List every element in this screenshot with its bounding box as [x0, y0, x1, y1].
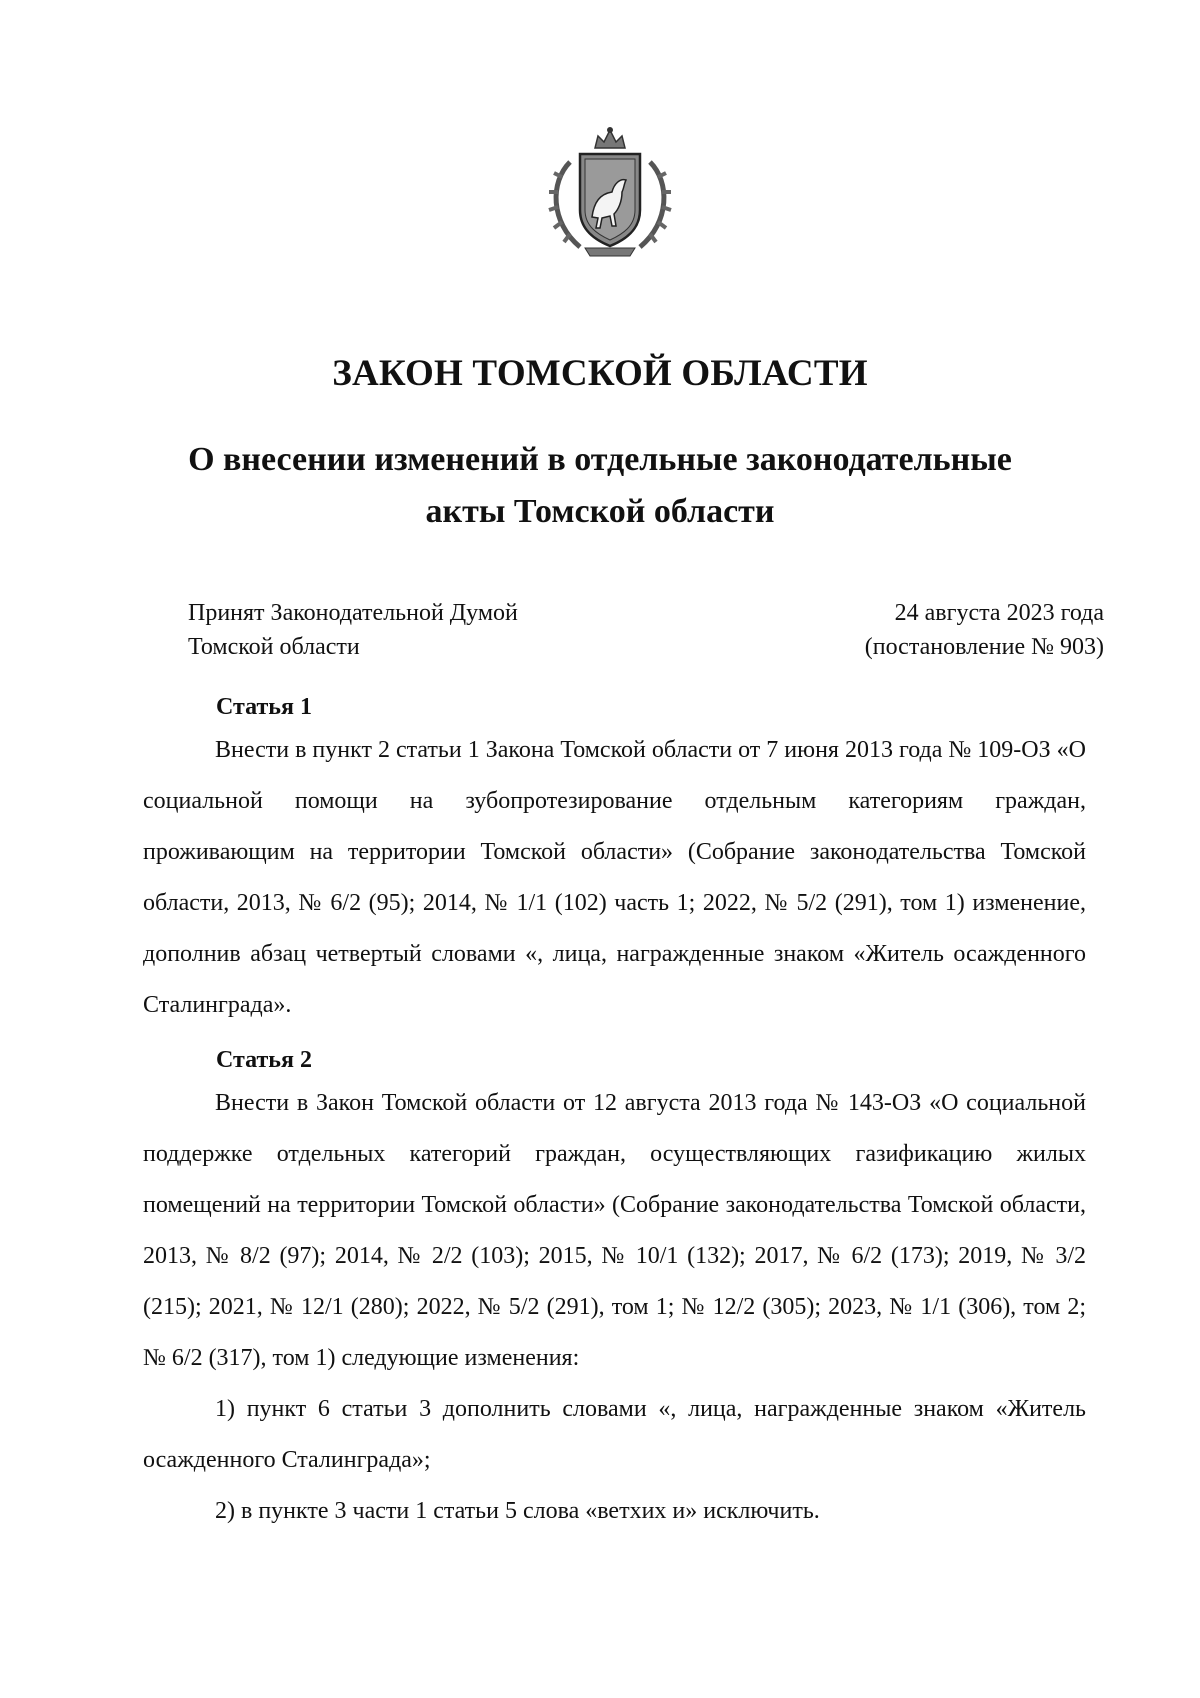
article-1-heading: Статья 1 — [216, 694, 312, 720]
article-2-item-2-text: 2) в пункте 3 части 1 статьи 5 слова «ветхих и» исключить. — [215, 1498, 820, 1524]
article-1-text — [143, 725, 1086, 1031]
article-1-body: Внести в пункт 2 статьи 1 Закона Томской области от 7 июня 2013 года № 109-ОЗ «О социальной помощи на зубопротезирование отдельным категориям граждан, проживающим на территории Томской области» (Собрание законодательства Томской области, 2013, № 6/2 (95); 2014, № 1/1 (102) часть 1; 2022, № 5/2 (291), том 1) изменение, дополнив абзац четвертый словами «, лица, награжденные знаком «Житель осажденного Сталинграда». — [143, 737, 1086, 1018]
adopted-by-line1: Принят Законодательной Думой — [188, 600, 518, 626]
adoption-date: 24 августа 2023 года — [894, 600, 1104, 626]
adoption-date-block — [865, 596, 1104, 664]
article-2-item-1-text: 1) пункт 6 статьи 3 дополнить словами «, лица, награжденные знаком «Житель осажденного Сталинграда»; — [143, 1396, 1086, 1473]
law-subtitle — [0, 434, 1200, 538]
article-2-body: Внести в Закон Томской области от 12 августа 2013 года № 143-ОЗ «О социальной поддержке отдельных категорий граждан, осуществляющих газификацию жилых помещений на территории Томской области» (Собрание законодательства Томской области, 2013, № 8/2 (97); 2014, № 2/2 (103); 2015, № 10/1 (132); 2017, № 6/2 (173); 2019, № 3/2 (215); 2021, № 12/1 (280); 2022, № 5/2 (291), том 1; № 12/2 (305); 2023, № 1/1 (306), том 2; № 6/2 (317), том 1) следующие изменения: — [143, 1090, 1086, 1371]
adopted-by-block — [188, 596, 518, 664]
law-title: ЗАКОН ТОМСКОЙ ОБЛАСТИ — [332, 353, 868, 394]
article-2-item-1 — [143, 1384, 1086, 1486]
adopted-by-line2: Томской области — [188, 634, 360, 660]
article-2-text — [143, 1078, 1086, 1384]
article-2-heading: Статья 2 — [216, 1047, 312, 1073]
tomsk-oblast-coat-of-arms-icon — [540, 122, 680, 262]
law-subtitle-line2: акты Томской области — [425, 493, 775, 530]
resolution-number: (постановление № 903) — [864, 634, 1104, 660]
article-2-item-2 — [143, 1486, 1086, 1537]
law-subtitle-line1: О внесении изменений в отдельные законодательные — [188, 441, 1012, 478]
